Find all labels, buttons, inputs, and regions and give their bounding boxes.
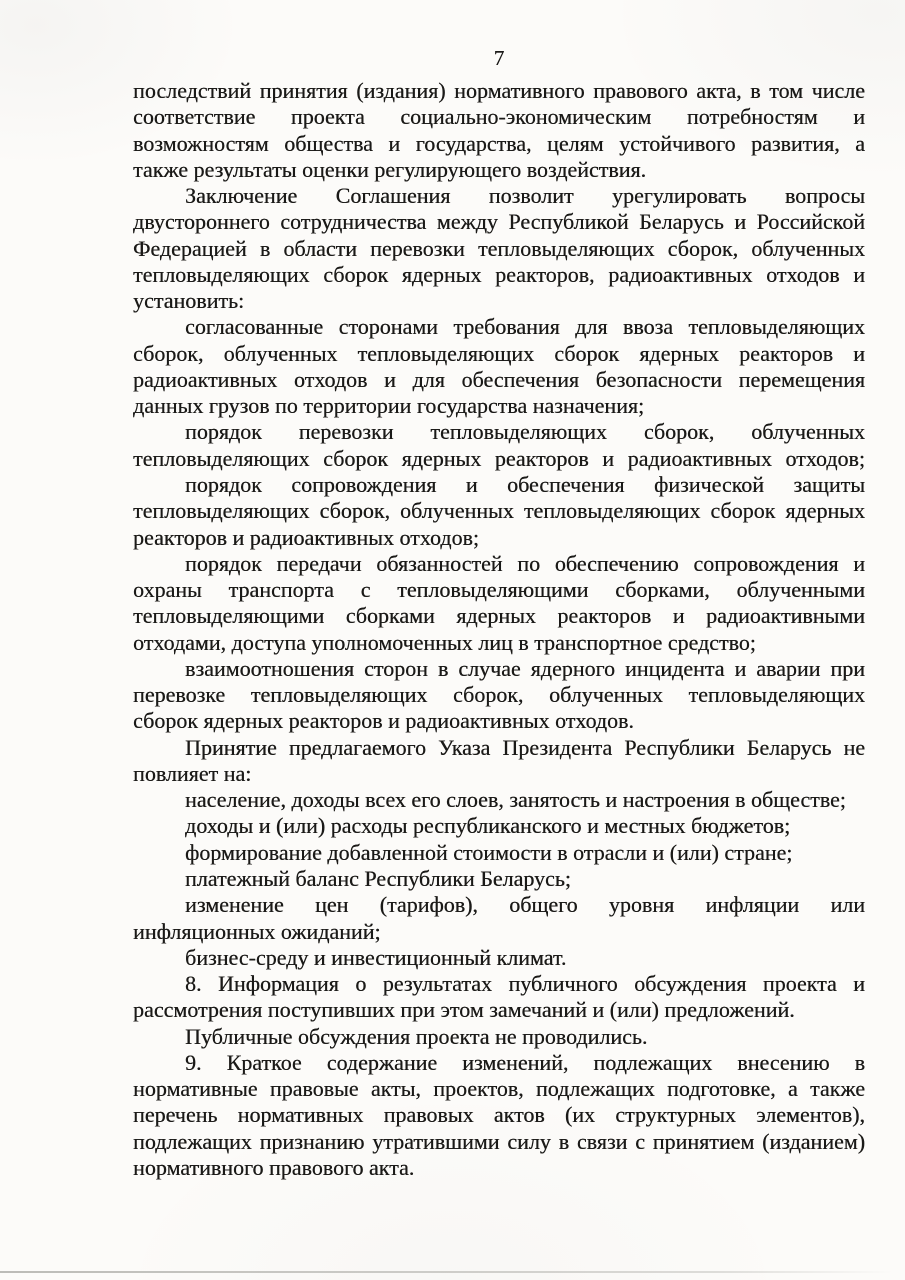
text-line: подлежащих признанию утратившими силу в связи с принятием (изданием): [133, 1128, 865, 1154]
text-line: Заключение Соглашения позволит урегулировать вопросы: [185, 183, 865, 209]
text-line: реакторов и радиоактивных отходов;: [133, 524, 479, 550]
paragraph: [133, 1050, 865, 1181]
text-line: тепловыделяющих сборок ядерных реакторов, радиоактивных отходов и: [133, 261, 865, 287]
text-line: Федерацией в области перевозки тепловыделяющих сборок, облученных: [133, 235, 865, 261]
paragraph: [133, 314, 865, 419]
text-line: также результаты оценки регулирующего воздействия.: [133, 156, 647, 182]
text-line: тепловыделяющих сборок, облученных тепловыделяющих сборок ядерных: [133, 498, 865, 524]
text-line: сборок ядерных реакторов и радиоактивных отходов.: [133, 708, 634, 734]
text-line: перечень нормативных правовых актов (их структурных элементов),: [133, 1102, 865, 1128]
paragraph: [133, 892, 865, 945]
text-line: повлияет на:: [133, 760, 252, 786]
scan-edge-artifact: [0, 1271, 893, 1273]
text-line: формирование добавленной стоимости в отрасли и (или) стране;: [185, 839, 793, 865]
text-line: соответствие проекта социально-экономическим потребностям и: [133, 104, 865, 130]
text-line: 8. Информация о результатах публичного обсуждения проекта и: [185, 971, 865, 997]
text-line: отходами, доступа уполномоченных лиц в транспортное средство;: [133, 629, 756, 655]
paragraph: [133, 183, 865, 314]
page-number: 7: [493, 46, 505, 70]
paragraph: [133, 419, 865, 472]
text-line: радиоактивных отходов и для обеспечения безопасности перемещения: [133, 366, 865, 392]
text-line: население, доходы всех его слоев, занятость и настроения в обществе;: [185, 787, 846, 813]
text-line: платежный баланс Республики Беларусь;: [185, 865, 571, 891]
text-line: нормативные правовые акты, проектов, подлежащих подготовке, а также: [133, 1076, 865, 1102]
text-line: рассмотрения поступивших при этом замечаний и (или) предложений.: [133, 997, 795, 1023]
text-line: взаимоотношения сторон в случае ядерного инцидента и аварии при: [185, 655, 865, 681]
paragraph: [133, 472, 865, 551]
text-line: порядок перевозки тепловыделяющих сборок, облученных: [185, 419, 865, 445]
paragraph: [133, 551, 865, 656]
text-line: тепловыделяющими сборками ядерных реакторов и радиоактивными: [133, 603, 865, 629]
paragraph: [133, 971, 865, 1024]
paragraph: [133, 735, 865, 788]
paragraph: [133, 78, 865, 183]
text-line: согласованные сторонами требования для ввоза тепловыделяющих: [185, 314, 865, 340]
text-line: порядок передачи обязанностей по обеспечению сопровождения и: [185, 550, 865, 576]
text-line: двустороннего сотрудничества между Республикой Беларусь и Российской: [133, 209, 865, 235]
paragraph: [133, 656, 865, 735]
text-line: Принятие предлагаемого Указа Президента Республики Беларусь не: [185, 734, 865, 760]
text-line: порядок сопровождения и обеспечения физической защиты: [185, 471, 865, 497]
paragraph: [133, 945, 865, 971]
text-line: Публичные обсуждения проекта не проводились.: [185, 1023, 648, 1049]
paragraph: [133, 840, 865, 866]
text-line: перевозке тепловыделяющих сборок, облученных тепловыделяющих: [133, 682, 865, 708]
text-line: 9. Краткое содержание изменений, подлежащих внесению в: [185, 1049, 865, 1075]
text-line: инфляционных ожиданий;: [133, 918, 381, 944]
text-line: возможностям общества и государства, целям устойчивого развития, а: [133, 130, 865, 156]
text-line: тепловыделяющих сборок ядерных реакторов и радиоактивных отходов;: [133, 445, 865, 471]
text-line: доходы и (или) расходы республиканского и местных бюджетов;: [185, 813, 791, 839]
paragraph: [133, 813, 865, 839]
text-line: изменение цен (тарифов), общего уровня инфляции или: [185, 892, 865, 918]
text-line: нормативного правового акта.: [133, 1154, 415, 1180]
text-line: установить:: [133, 288, 245, 314]
paragraph: [133, 1024, 865, 1050]
text-line: бизнес-среду и инвестиционный климат.: [185, 944, 567, 970]
text-line: охраны транспорта с тепловыделяющими сборками, облученными: [133, 577, 865, 603]
paragraph: [133, 866, 865, 892]
text-line: последствий принятия (издания) нормативного правового акта, в том числе: [133, 78, 865, 103]
paragraph: [133, 787, 865, 813]
document-text: [133, 78, 865, 1181]
text-line: данных грузов по территории государства назначения;: [133, 393, 645, 419]
text-line: сборок, облученных тепловыделяющих сборок ядерных реакторов и: [133, 340, 865, 366]
